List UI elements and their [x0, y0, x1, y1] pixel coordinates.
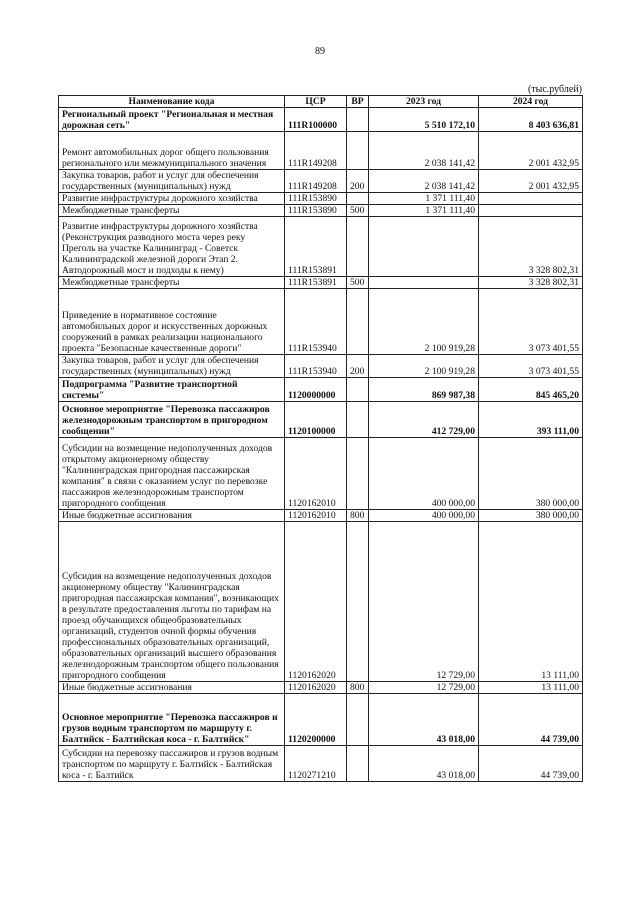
row-2024: 8 403 636,81	[479, 108, 583, 132]
row-csr: 1120162020	[285, 682, 347, 694]
row-name: Закупка товаров, работ и услуг для обеспечения государственных (муниципальных) нужд	[59, 355, 285, 378]
row-2023: 412 729,00	[369, 402, 479, 438]
row-2024: 2 001 432,95	[479, 132, 583, 170]
table-row	[59, 277, 583, 289]
row-2023: 5 510 172,10	[369, 108, 479, 132]
row-2024: 13 111,00	[479, 682, 583, 694]
row-2023: 12 729,00	[369, 522, 479, 682]
table-row	[59, 205, 583, 217]
row-name: Межбюджетные трансферты	[59, 277, 285, 289]
table-row	[59, 132, 583, 170]
header-name: Наименование кода	[59, 96, 285, 108]
row-2024: 3 328 802,31	[479, 217, 583, 277]
row-csr: 1120162020	[285, 522, 347, 682]
row-csr: 1120162010	[285, 438, 347, 510]
row-name: Субсидии на перевозку пассажиров и грузов водным транспортом по маршруту г. Балтийск - Балтийская коса - г. Балтийск	[59, 746, 285, 782]
row-2023: 43 018,00	[369, 746, 479, 782]
row-csr: 111R100000	[285, 108, 347, 132]
row-name: Развитие инфраструктуры дорожного хозяйства	[59, 193, 285, 205]
row-csr: 111R153891	[285, 277, 347, 289]
row-2023: 400 000,00	[369, 438, 479, 510]
row-2024: 845 465,20	[479, 378, 583, 402]
row-name: Ремонт автомобильных дорог общего пользования регионального или межмуниципального значения	[59, 132, 285, 170]
row-2023: 869 987,38	[369, 378, 479, 402]
budget-table	[58, 95, 583, 782]
header-vr: ВР	[347, 96, 369, 108]
row-2023: 2 038 141,42	[369, 170, 479, 193]
row-2024: 44 739,00	[479, 694, 583, 746]
table-row	[59, 438, 583, 510]
row-2023: 1 371 111,40	[369, 205, 479, 217]
row-2024: 3 073 401,55	[479, 355, 583, 378]
table-row	[59, 289, 583, 355]
row-name: Иные бюджетные ассигнования	[59, 682, 285, 694]
row-name: Основное мероприятие "Перевозка пассажиров железнодорожным транспортом в пригородном сообщении"	[59, 402, 285, 438]
row-2023: 2 100 919,28	[369, 355, 479, 378]
table-row	[59, 402, 583, 438]
row-csr: 1120100000	[285, 402, 347, 438]
table-row	[59, 746, 583, 782]
row-vr	[347, 522, 369, 682]
row-csr: 111R153890	[285, 193, 347, 205]
row-vr	[347, 193, 369, 205]
table-row	[59, 355, 583, 378]
header-2024: 2024 год	[479, 96, 583, 108]
row-csr: 111R153940	[285, 289, 347, 355]
row-2023: 1 371 111,40	[369, 193, 479, 205]
row-csr: 111R153890	[285, 205, 347, 217]
row-2024: 393 111,00	[479, 402, 583, 438]
row-vr: 200	[347, 170, 369, 193]
row-vr	[347, 402, 369, 438]
row-vr: 500	[347, 277, 369, 289]
row-csr: 111R149208	[285, 132, 347, 170]
row-csr: 111R153940	[285, 355, 347, 378]
row-vr: 800	[347, 510, 369, 522]
row-name: Региональный проект "Региональная и местная дорожная сеть"	[59, 108, 285, 132]
row-vr	[347, 217, 369, 277]
row-2023	[369, 277, 479, 289]
row-2023: 43 018,00	[369, 694, 479, 746]
row-name: Подпрограмма "Развитие транспортной системы"	[59, 378, 285, 402]
row-2024: 44 739,00	[479, 746, 583, 782]
row-name: Межбюджетные трансферты	[59, 205, 285, 217]
table-row	[59, 522, 583, 682]
units-label: (тыс.рублей)	[527, 84, 582, 95]
row-name: Закупка товаров, работ и услуг для обеспечения государственных (муниципальных) нужд	[59, 170, 285, 193]
row-csr: 111R153891	[285, 217, 347, 277]
row-2023: 2 038 141,42	[369, 132, 479, 170]
row-2024: 3 328 802,31	[479, 277, 583, 289]
row-2024	[479, 193, 583, 205]
row-vr: 500	[347, 205, 369, 217]
table-row	[59, 108, 583, 132]
row-csr: 1120000000	[285, 378, 347, 402]
row-csr: 1120271210	[285, 746, 347, 782]
table-row	[59, 694, 583, 746]
row-vr: 800	[347, 682, 369, 694]
table-row	[59, 193, 583, 205]
row-vr	[347, 746, 369, 782]
table-row	[59, 170, 583, 193]
table-header-row	[59, 96, 583, 108]
table-row	[59, 217, 583, 277]
row-vr	[347, 438, 369, 510]
row-vr	[347, 132, 369, 170]
row-2023: 400 000,00	[369, 510, 479, 522]
row-vr	[347, 289, 369, 355]
row-2024: 2 001 432,95	[479, 170, 583, 193]
header-csr: ЦСР	[285, 96, 347, 108]
row-name: Основное мероприятие "Перевозка пассажиров и грузов водным транспортом по маршруту г. Балтийск - Балтийская коса - г. Балтийск"	[59, 694, 285, 746]
row-name: Развитие инфраструктуры дорожного хозяйства (Реконструкция разводного моста через реку Преголь на участке Калининград - Советск Калининградской железной дороги Этап 2. Автодорожный мост и подходы к нему)	[59, 217, 285, 277]
row-2023	[369, 217, 479, 277]
row-vr	[347, 378, 369, 402]
table-body	[59, 108, 583, 782]
row-vr	[347, 694, 369, 746]
row-vr	[347, 108, 369, 132]
row-name: Субсидии на возмещение недополученных доходов открытому акционерному обществу "Калининградская пригородная пассажирская компания" в связи с оказанием услуг по перевозке пассажиров железнодорожным транспортом пригородного сообщения	[59, 438, 285, 510]
row-2024: 380 000,00	[479, 438, 583, 510]
header-2023: 2023 год	[369, 96, 479, 108]
row-name: Иные бюджетные ассигнования	[59, 510, 285, 522]
row-2023: 2 100 919,28	[369, 289, 479, 355]
row-2024: 380 000,00	[479, 510, 583, 522]
row-csr: 1120162010	[285, 510, 347, 522]
table-row	[59, 378, 583, 402]
row-vr: 200	[347, 355, 369, 378]
row-2024: 3 073 401,55	[479, 289, 583, 355]
row-2024: 13 111,00	[479, 522, 583, 682]
row-name: Приведение в нормативное состояние автомобильных дорог и искусственных дорожных сооружений в рамках реализации национального проекта "Безопасные качественные дороги"	[59, 289, 285, 355]
row-2023: 12 729,00	[369, 682, 479, 694]
row-csr: 1120200000	[285, 694, 347, 746]
row-name: Субсидия на возмещение недополученных доходов акционерному обществу "Калининградская пригородная пассажирская компания", возникающих в результате предоставления льготы по тарифам на проезд обучающихся общеобразовательных организаций, студентов очной формы обучения профессиональных образовательных организаций, образовательных организаций высшего образования железнодорожным транспортом общего пользования пригородного сообщения	[59, 522, 285, 682]
row-csr: 111R149208	[285, 170, 347, 193]
table-row	[59, 682, 583, 694]
page-number: 89	[315, 46, 325, 57]
row-2024	[479, 205, 583, 217]
table-row	[59, 510, 583, 522]
